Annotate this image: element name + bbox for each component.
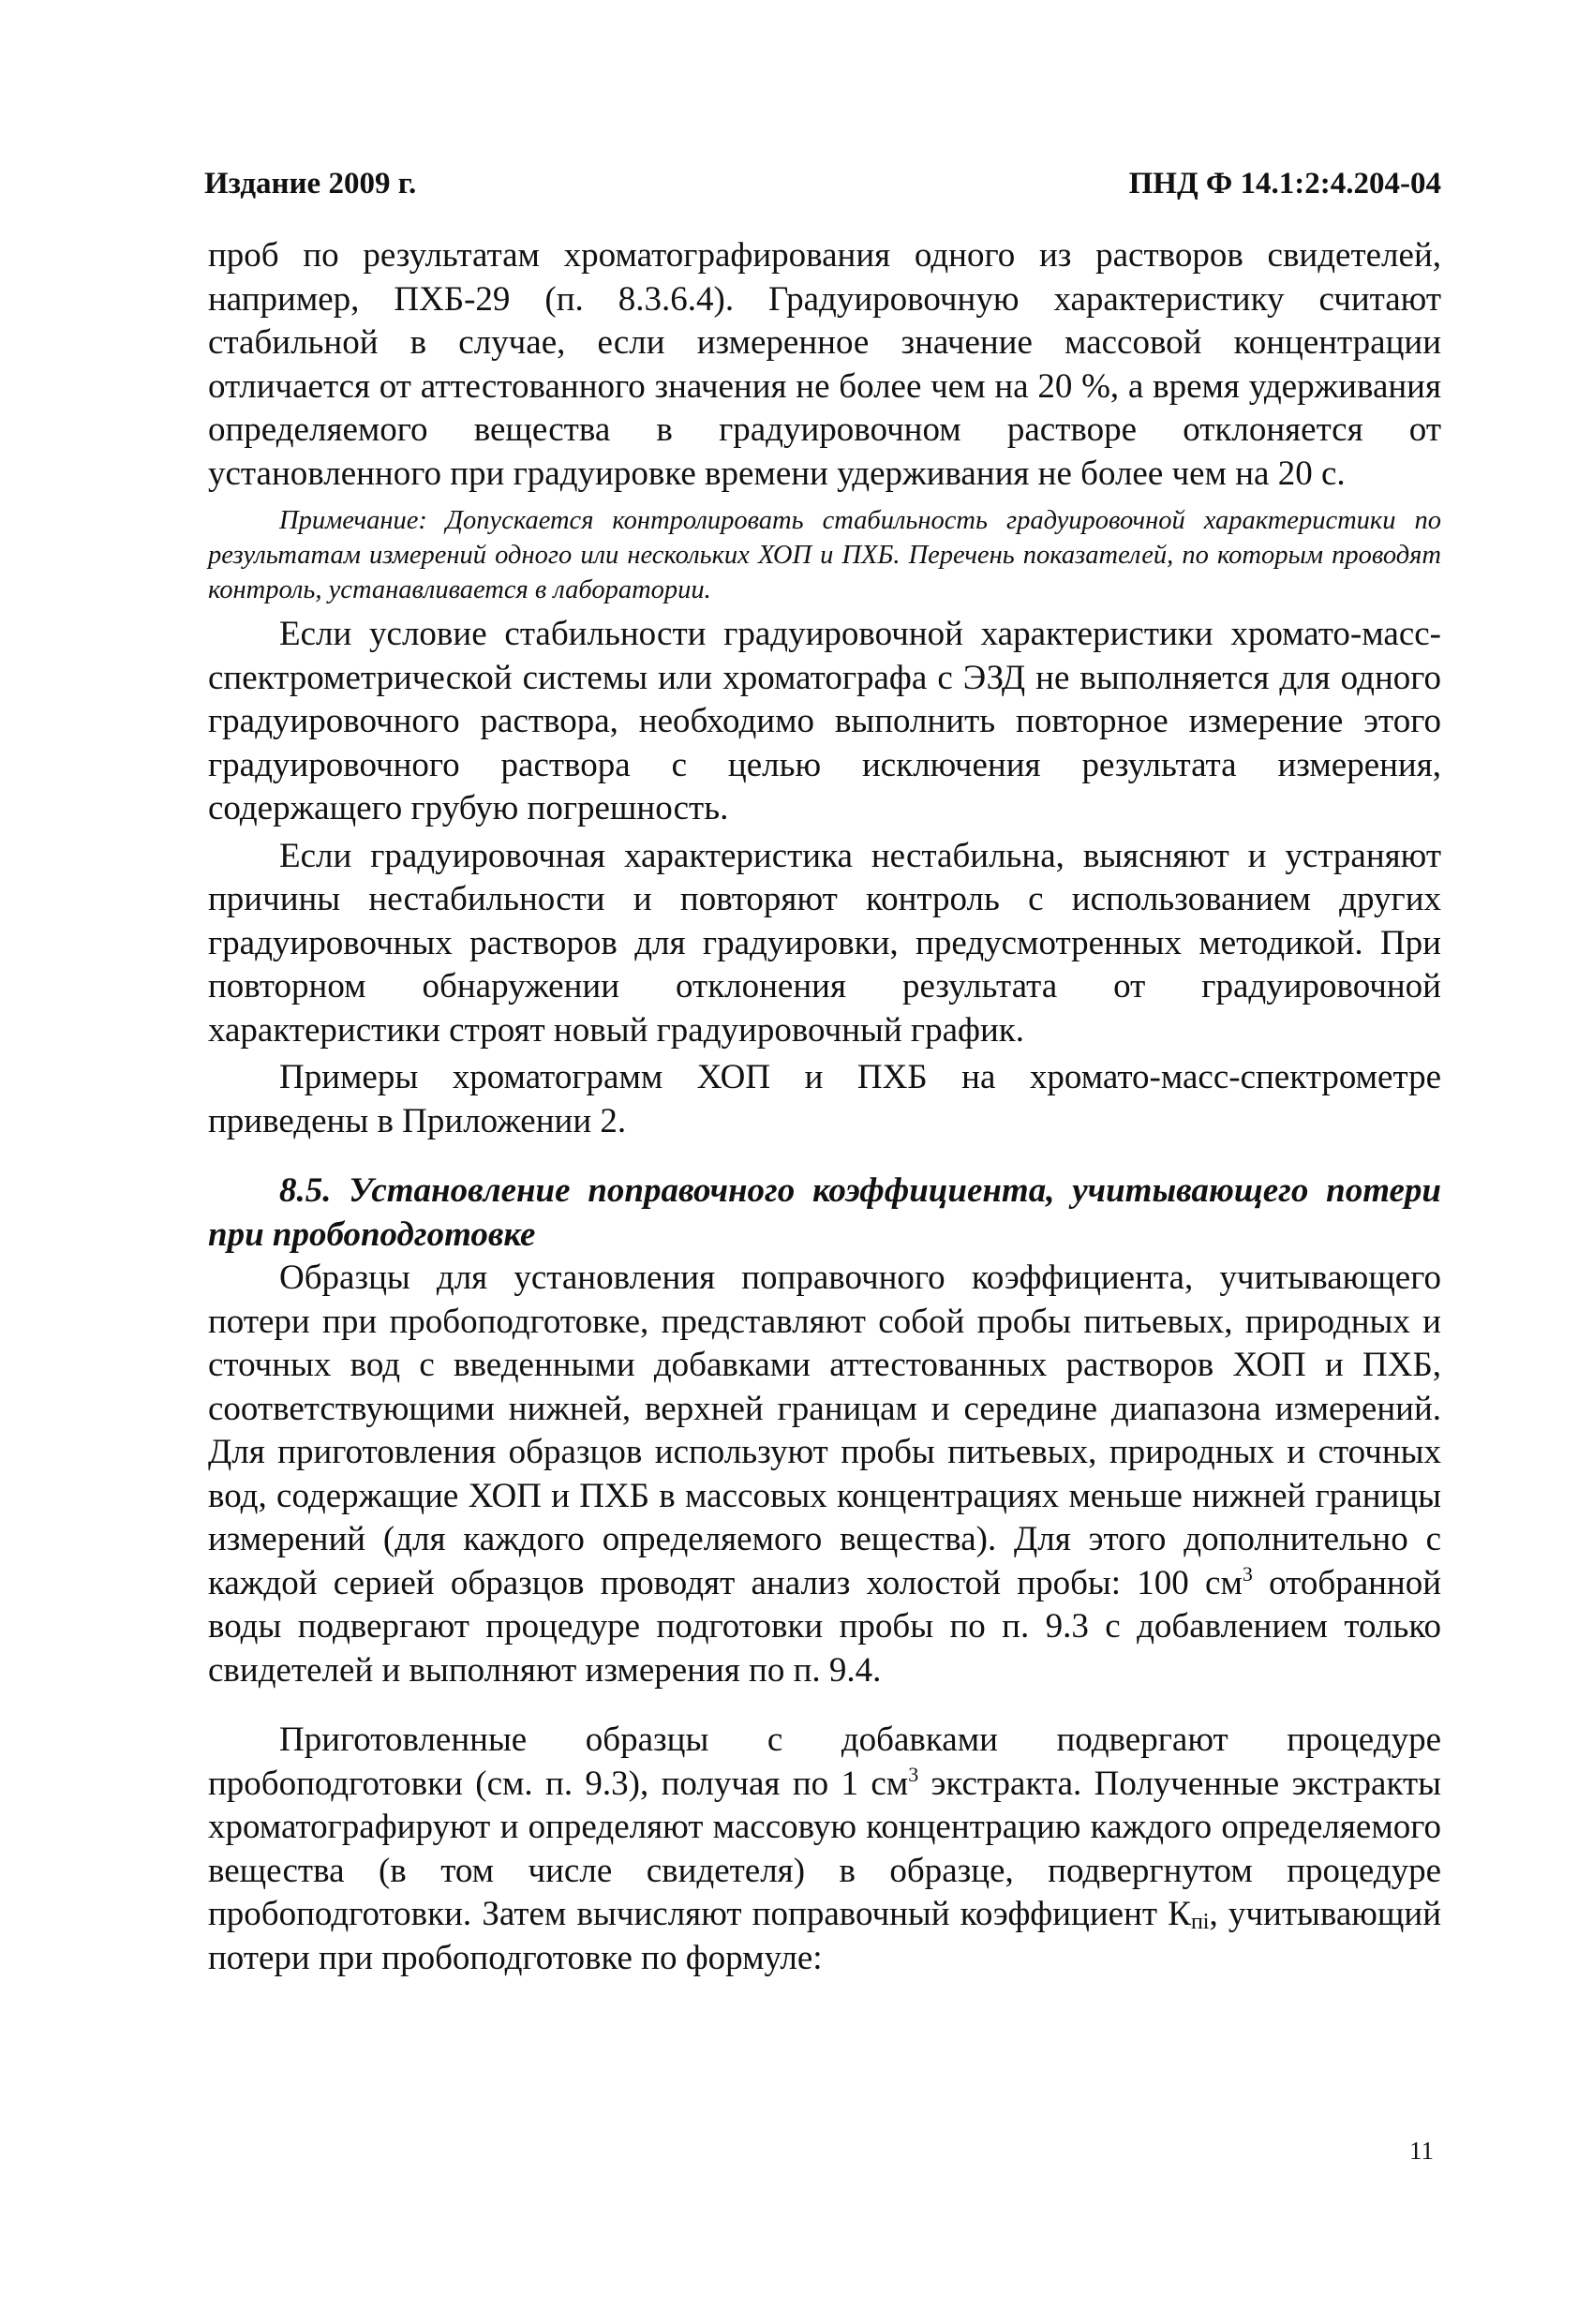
samples-text-part1: Образцы для установления поправочного коэффициента, учитывающего потери при пробоподготовке, представляют собой пробы питьевых, природных и сточных вод с введенными добавками аттестованных растворов ХОП и ПХБ, соответствующими нижней, верхней границам и середине диапазона измерений. Для приготовления образцов используют пробы питьевых, природных и сточных вод, содержащие ХОП и ПХБ в массовых концентрациях меньше нижней границы измерений (для каждого определяемого вещества). Для этого дополнительно с каждой серией образцов проводят анализ холостой пробы: 100 см [208, 1259, 1441, 1602]
section-heading [208, 1169, 1441, 1257]
note-label: Примечание: [279, 506, 427, 535]
note-block [208, 503, 1441, 607]
paragraph-chromatogram-examples: Примеры хроматограмм ХОП и ПХБ на хромато-масс-спектрометре приведены в Приложении 2. [208, 1058, 1441, 1140]
paragraph-prepared-samples [208, 1719, 1441, 1980]
cubic-superscript: 3 [908, 1762, 919, 1786]
coefficient-subscript: пi [1190, 1910, 1210, 1934]
paragraph-unstable-characteristic: Если градуировочная характеристика нестабильна, выясняют и устраняют причины нестабильности и повторяют контроль с использованием других градуировочных растворов для градуировки, предусмотренных методикой. При повторном обнаружении отклонения результата от градуировочной характеристики строят новый градуировочный график. [208, 836, 1441, 1050]
document-code: ПНД Ф 14.1:2:4.204-04 [1128, 167, 1441, 201]
prepared-text-part3: , учитывающий потери при пробоподготовке по формуле: [208, 1895, 1441, 1977]
note-text: Допускается контролировать стабильность градуировочной характеристики по результатам измерений одного или нескольких ХОП и ПХБ. Перечень показателей, по которым проводят контроль, устанавливается в лаборатории. [208, 506, 1441, 604]
samples-text-part2: отобранной воды подвергают процедуре подготовки пробы по п. 9.3 с добавлением только свидетелей и выполняют измерения по п. 9.4. [208, 1563, 1442, 1690]
paragraph-samples-description [208, 1257, 1441, 1692]
paragraph-stability-condition: Если условие стабильности градуировочной характеристики хромато-масс-спектрометрической системы или хроматографа с ЭЗД не выполняется для одного градуировочного раствора, необходимо выполнить повторное измерение этого градуировочного раствора с целью исключения результата измерения, содержащего грубую погрешность. [208, 615, 1441, 827]
page-header [204, 167, 1441, 204]
cubic-superscript: 3 [1242, 1561, 1253, 1586]
page-number: 11 [1409, 2137, 1434, 2165]
prepared-text-part2: экстракта. Полученные экстракты хроматографируют и определяют массовую концентрацию каждого определяемого вещества (в том числе свидетеля) в образце, подвергнутом процедуре пробоподготовки. Затем вычисляют поправочный коэффициент К [208, 1764, 1441, 1933]
edition-label: Издание 2009 г. [204, 167, 417, 201]
prepared-text-part1: Приготовленные образцы с добавками подвергают процедуре пробоподготовки (см. п. 9.3), получая по 1 см [208, 1721, 1441, 1803]
section-number: 8.5. [279, 1171, 332, 1210]
section-title: Установление поправочного коэффициента, учитывающего потери при пробоподготовке [208, 1171, 1441, 1254]
page-body [208, 234, 1441, 1980]
paragraph-calibration-stability: проб по результатам хроматографирования одного из растворов свидетелей, например, ПХБ-29 (п. 8.3.6.4). Градуировочную характеристику считают стабильной в случае, если измеренное значение массовой концентрации отличается от аттестованного значения не более чем на 20 %, а время удерживания определяемого вещества в градуировочном растворе отклоняется от установленного при градуировке времени удерживания не более чем на 20 с. [208, 236, 1441, 493]
